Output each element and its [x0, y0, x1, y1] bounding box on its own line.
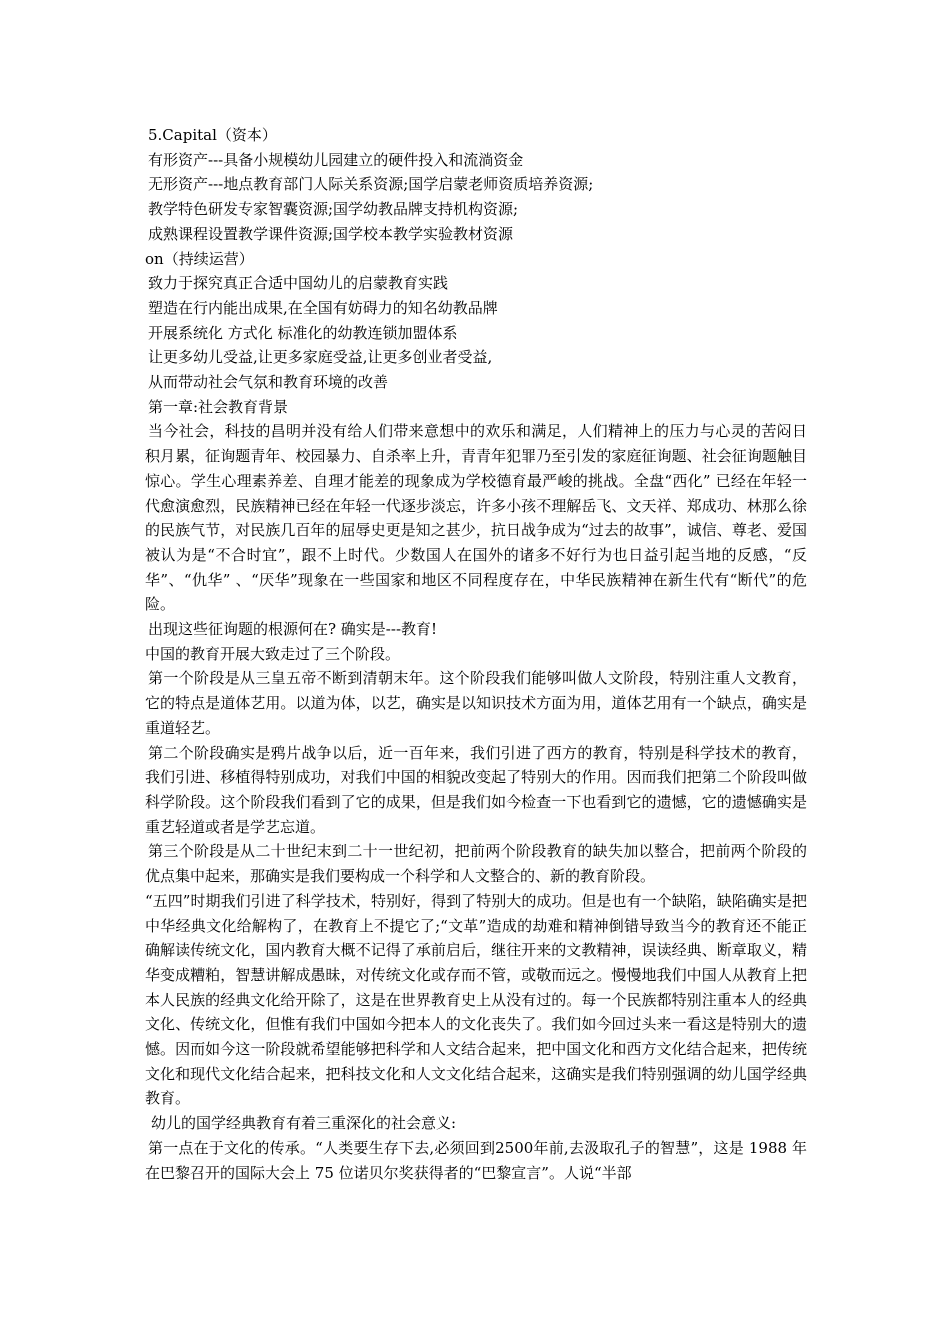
goal-line-1: 致力于探究真正合适中国幼儿的启蒙教育实践 — [148, 274, 449, 293]
tangible-assets-line: 有形资产---具备小规模幼儿园建立的硬件投入和流淌资金 — [148, 150, 524, 169]
goal-line-3: 开展系统化 方式化 标准化的幼教连锁加盟体系 — [148, 323, 458, 342]
paragraph-may-fourth: “五四”时期我们引进了科学技术，特别好，得到了特别大的成功。但是也有一个缺陷，缺陷确实是把中华经典文化给解构了，在教育上不提它了;“文革”造成的劫难和精神倒错导致当今的教育还不能正确解读传统文化，国内教育大概不记得了承前启后，继往开来的文教精神，误读经典、断章取义，精华变成糟粕，智慧讲解成愚昧，对传统文化或存而不管，或敬而远之。慢慢地我们中国人从教育上把本人民族的经典文化给开除了，这是在世界教育史上从没有过的。每一个民族都特别注重本人的经典文化、传统文化，但惟有我们中国如今把本人的文化丧失了。我们如今回过头来一看这是特别大的遗憾。因而如今这一阶段就希望能够把科学和人文结合起来，把中国文化和西方文化结合起来，把传统文化和现代文化结合起来，把科技文化和人文文化结合起来，这确实是我们特别强调的幼儿国学经典教育。 — [145, 891, 807, 1108]
goal-line-4: 让更多幼儿受益,让更多家庭受益,让更多创业者受益, — [148, 348, 493, 367]
paragraph-three-stages-intro: 中国的教育开展大致走过了三个阶段。 — [145, 644, 401, 663]
paragraph-social-background: 当今社会，科技的昌明并没有给人们带来意想中的欢乐和满足，人们精神上的压力与心灵的苦闷日积月累，征询题青年、校园暴力、自杀率上升，青青年犯罪乃至引发的家庭征询题、社会征询题触目惊心。学生心理素养差、自理才能差的现象成为学校德育最严峻的挑战。全盘“西化” 已经在年轻一代愈演愈烈，民族精神已经在年轻一代逐步淡忘，许多小孩不理解岳飞、文天祥、郑成功、林那么徐的民族气节，对民族几百年的屈辱史更是知之甚少，抗日战争成为“过去的故事”，诚信、尊老、爱国被认为是“不合时宜”，跟不上时代。少数国人在国外的诸多不好行为也日益引起当地的反感，“反华”、“仇华” 、“厌华”现象在一些国家和地区不同程度存在，中华民族精神在新生代有“断代”的危险。 — [145, 422, 807, 614]
capital-heading: 5.Capital（资本） — [148, 126, 277, 144]
intangible-assets-line-2: 教学特色研发专家智囊资源;国学幼教品牌支持机构资源; — [148, 200, 519, 219]
intangible-assets-line: 无形资产---地点教育部门人际关系资源;国学启蒙老师资质培养资源; — [148, 175, 594, 194]
paragraph-stage-two: 第二个阶段确实是鸦片战争以后，近一百年来，我们引进了西方的教育，特别是科学技术的教育，我们引进、移植得特别成功，对我们中国的相貌改变起了特别大的作用。因而我们把第二个阶段叫做科学阶段。这个阶段我们看到了它的成果，但是我们如今检查一下也看到它的遗憾，它的遗憾确实是重艺轻道或者是学艺忘道。 — [145, 743, 807, 836]
operation-heading: on（持续运营） — [145, 249, 254, 268]
intangible-assets-line-3: 成熟课程设置教学课件资源;国学校本教学实验教材资源 — [148, 224, 514, 243]
goal-line-5: 从而带动社会气氛和教育环境的改善 — [148, 373, 389, 392]
chapter-one-heading: 第一章:社会教育背景 — [148, 397, 289, 416]
paragraph-stage-one: 第一个阶段是从三皇五帝不断到清朝末年。这个阶段我们能够叫做人文阶段，特别注重人文教育，它的特点是道体艺用。以道为体，以艺，确实是以知识技术方面为用，道体艺用有一个缺点，确实是重道轻艺。 — [145, 669, 807, 737]
document-body — [145, 123, 807, 1185]
paragraph-three-meanings: 幼儿的国学经典教育有着三重深化的社会意义: — [151, 1114, 457, 1133]
paragraph-stage-three: 第三个阶段是从二十世纪末到二十一世纪初，把前两个阶段教育的缺失加以整合，把前两个阶段的优点集中起来，那确实是我们要构成一个科学和人文整合的、新的教育阶段。 — [145, 842, 807, 886]
paragraph-root-cause: 出现这些征询题的根源何在? 确实是---教育! — [148, 620, 438, 639]
paragraph-cultural-inheritance: 第一点在于文化的传承。“人类要生存下去,必须回到2500年前,去汲取孔子的智慧”，这是 1988 年在巴黎召开的国际大会上 75 位诺贝尔奖获得者的“巴黎宣言”。人说“半部 — [145, 1138, 807, 1182]
goal-line-2: 塑造在行内能出成果,在全国有妨碍力的知名幼教品牌 — [148, 298, 498, 317]
